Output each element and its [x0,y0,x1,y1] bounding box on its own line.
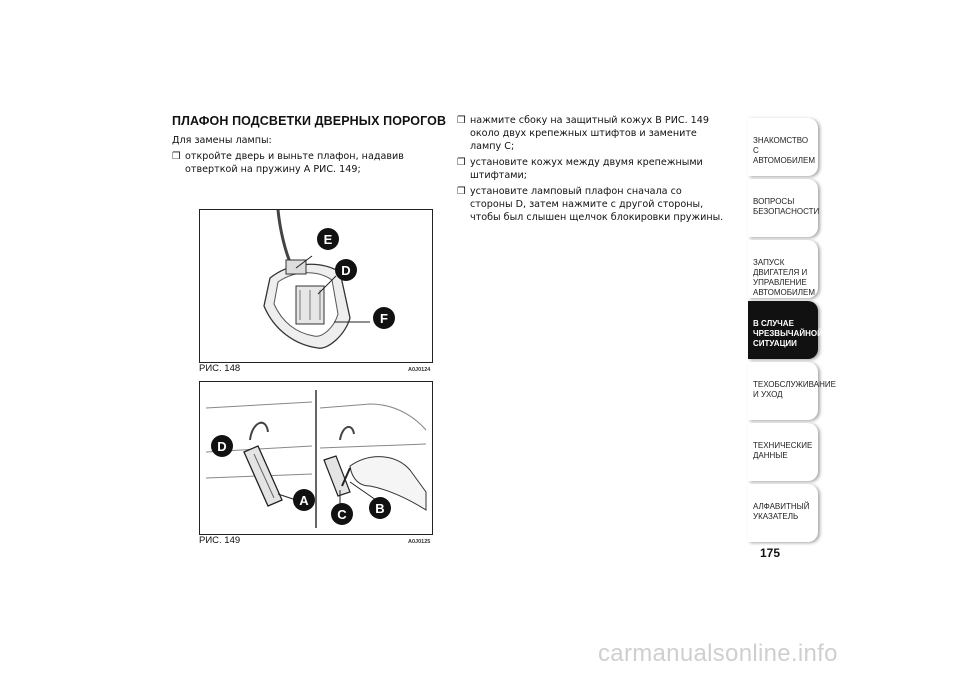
bullet-box-icon: ❒ [457,186,466,197]
svg-text:F: F [380,311,388,326]
spring-release-illustration [200,382,432,534]
figure-code: A0J0124 [408,367,431,373]
svg-text:C: C [337,507,347,522]
section-heading: ПЛАФОН ПОДСВЕТКИ ДВЕРНЫХ ПОРОГОВ [172,114,447,128]
tab-maintenance[interactable]: ТЕХОБСЛУЖИВАНИЕ И УХОД [748,362,818,420]
svg-text:A: A [299,493,309,508]
tab-about-vehicle[interactable]: ЗНАКОМСТВО С АВТОМОБИЛЕМ [748,118,818,176]
figure-caption: РИС. 148 [199,363,241,374]
tab-technical-data[interactable]: ТЕХНИЧЕСКИЕ ДАННЫЕ [748,423,818,481]
callout-d [335,259,357,281]
svg-text:E: E [323,232,333,247]
right-column [457,114,727,227]
bullet-box-icon: ❒ [172,151,181,162]
figure-149 [199,381,433,535]
figure-code: A0J0125 [408,539,431,545]
callout-b [369,497,391,519]
figure-148 [199,209,433,363]
callout-a [293,489,315,511]
instruction-bullet: ❒ откройте дверь и выньте плафон, надавив отверткой на пружину A РИС. 149; [172,151,404,175]
callout-f [373,307,395,329]
svg-text:D: D [341,263,351,278]
instruction-bullet: ❒ установите ламповый плафон сначала со стороны D, затем нажмите с другой стороны, чтобы был слышен щелчок блокировки пружины. [457,186,724,223]
tab-emergency[interactable]: В СЛУЧАЕ ЧРЕЗВЫЧАЙНОЙ СИТУАЦИИ [748,301,818,359]
callout-d [211,435,233,457]
left-column [172,114,447,179]
figure-caption: РИС. 149 [199,535,241,546]
intro-text: Для замены лампы: [172,135,272,146]
tab-starting-driving[interactable]: ЗАПУСК ДВИГАТЕЛЯ И УПРАВЛЕНИЕ АВТОМОБИЛЕМ [748,240,818,298]
lamp-removal-illustration [200,210,432,362]
page-number: 175 [760,546,781,560]
instruction-bullet: ❒ нажмите сбоку на защитный кожух B РИС. 149 около двух крепежных штифтов и замените лампу C; [457,115,709,152]
tab-safety[interactable]: ВОПРОСЫ БЕЗОПАСНОСТИ [748,179,818,237]
svg-text:D: D [217,439,227,454]
tab-index[interactable]: АЛФАВИТНЫЙ УКАЗАТЕЛЬ [748,484,818,542]
bullet-box-icon: ❒ [457,115,466,126]
callout-e [317,228,339,250]
chapter-tabs [748,118,836,545]
bullet-box-icon: ❒ [457,157,466,168]
instruction-bullet: ❒ установите кожух между двумя крепежными штифтами; [457,157,703,181]
watermark: carmanualsonline.info [598,640,838,667]
callout-c [331,503,353,525]
svg-text:B: B [375,501,385,516]
